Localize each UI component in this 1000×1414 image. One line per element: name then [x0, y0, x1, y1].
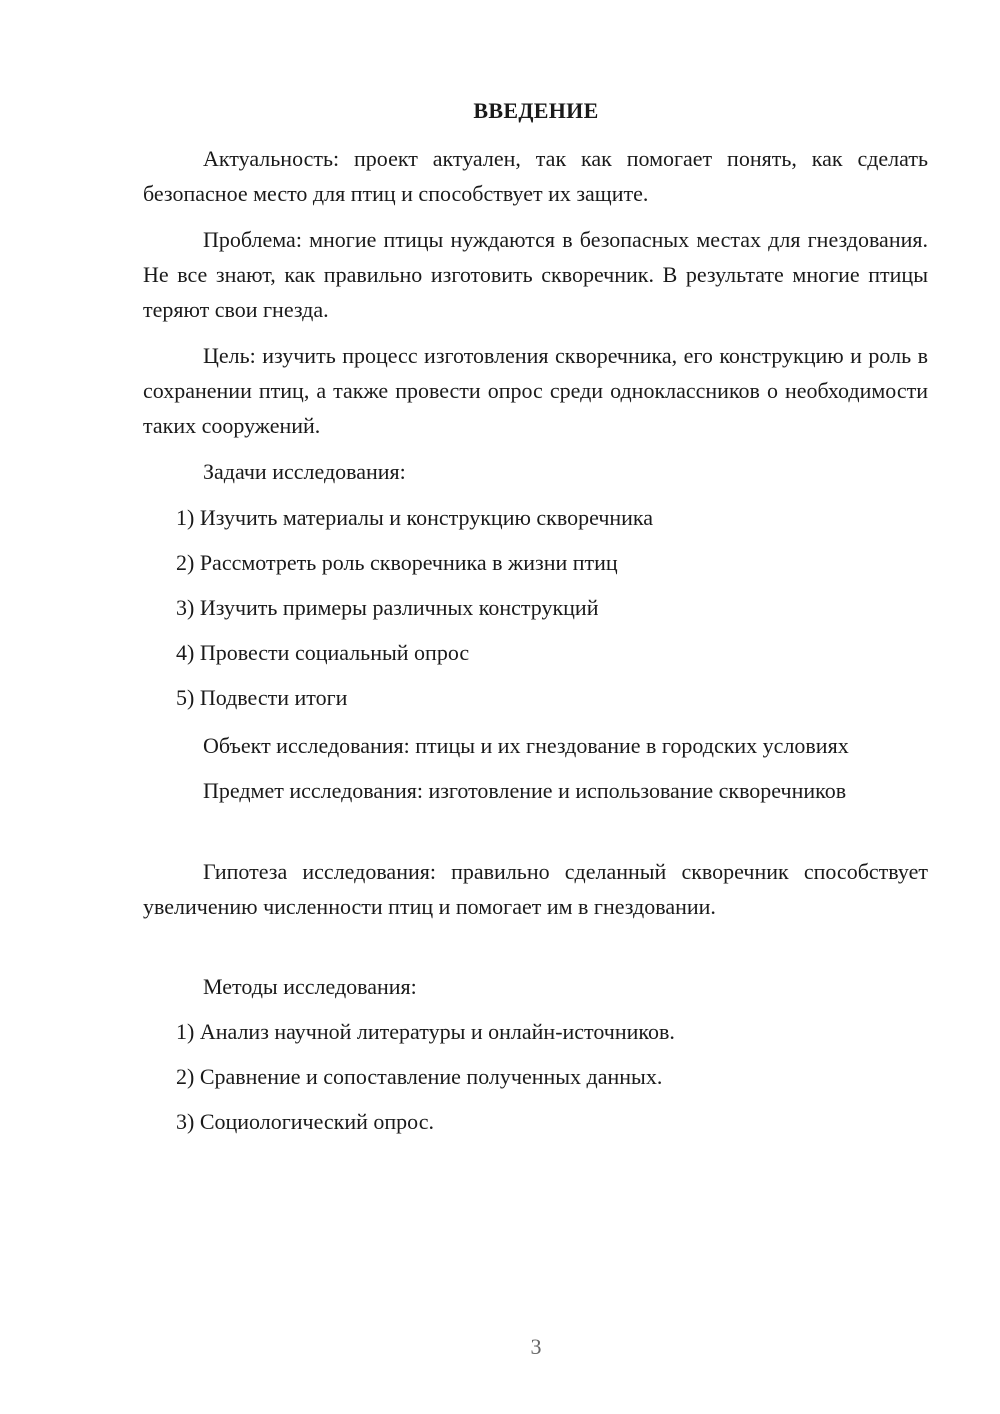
- hypothesis-paragraph: Гипотеза исследования: правильно сделанный скворечник способствует увеличению численности птиц и помогает им в гнездовании.: [143, 859, 928, 919]
- subject-paragraph: Предмет исследования: изготовление и использование скворечников: [203, 778, 847, 803]
- method-item: 3) Социологический опрос.: [176, 1109, 434, 1134]
- problem-paragraph: Проблема: многие птицы нуждаются в безопасных местах для гнездования. Не все знают, как правильно изготовить скворечник. В результате многие птицы теряют свои гнезда.: [143, 227, 928, 322]
- object-paragraph: Объект исследования: птицы и их гнездование в городских условиях: [203, 733, 849, 758]
- methods-heading: Методы исследования:: [203, 974, 417, 999]
- goal-paragraph: Цель: изучить процесс изготовления скворечника, его конструкцию и роль в сохранении птиц, а также провести опрос среди одноклассников о необходимости таких сооружений.: [143, 343, 928, 438]
- task-item: 3) Изучить примеры различных конструкций: [176, 595, 599, 620]
- relevance-paragraph: Актуальность: проект актуален, так как помогает понять, как сделать безопасное место для птиц и способствует их защите.: [143, 146, 928, 206]
- task-item: 1) Изучить материалы и конструкцию скворечника: [176, 505, 654, 530]
- task-item: 2) Рассмотреть роль скворечника в жизни птиц: [176, 550, 618, 575]
- page-number: 3: [530, 1334, 542, 1359]
- method-item: 1) Анализ научной литературы и онлайн-источников.: [176, 1019, 675, 1044]
- method-item: 2) Сравнение и сопоставление полученных данных.: [176, 1064, 663, 1089]
- task-item: 4) Провести социальный опрос: [176, 640, 470, 665]
- tasks-heading: Задачи исследования:: [203, 459, 406, 484]
- page-title: ВВЕДЕНИЕ: [473, 98, 599, 123]
- task-item: 5) Подвести итоги: [176, 685, 348, 710]
